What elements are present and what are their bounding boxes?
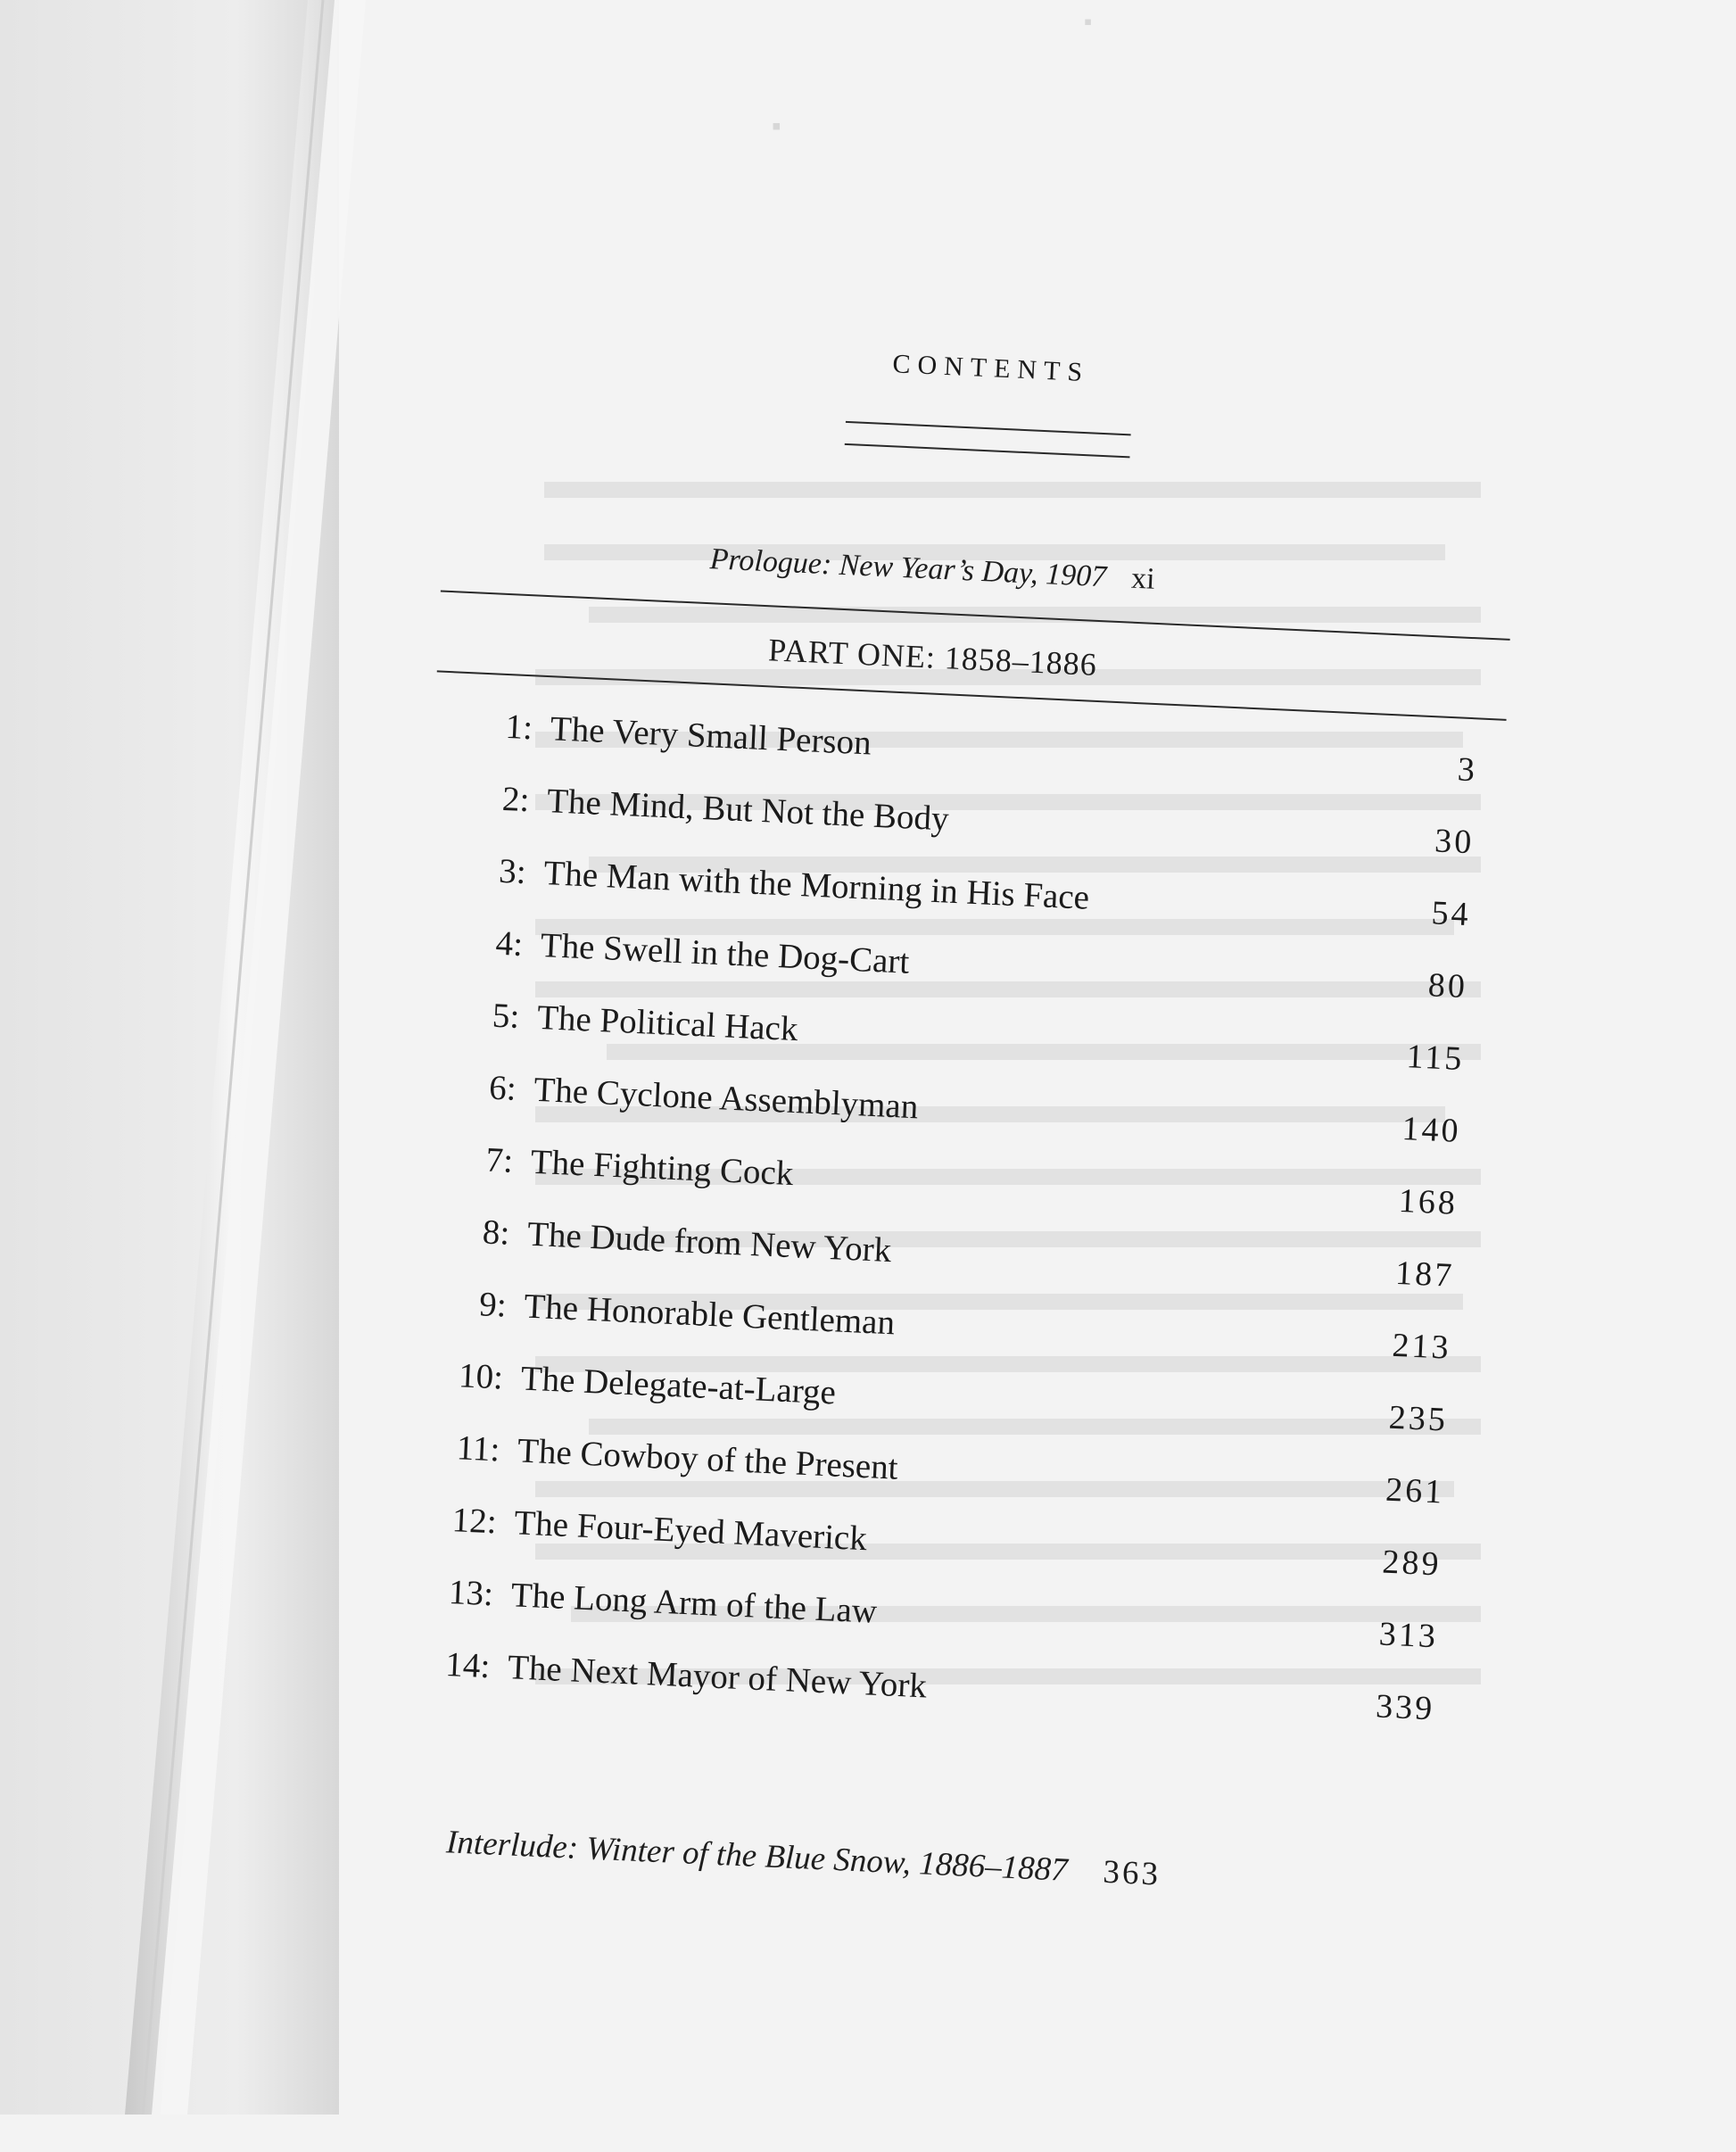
chapter-page: 289 xyxy=(1381,1543,1443,1584)
chapter-number: 1: xyxy=(504,707,533,748)
chapter-title: The Honorable Gentleman xyxy=(523,1287,896,1343)
chapter-title: The Swell in the Dog-Cart xyxy=(539,926,911,981)
chapter-title: The Dude from New York xyxy=(526,1214,893,1271)
chapter-number: 4: xyxy=(494,923,524,964)
chapter-page: 213 xyxy=(1391,1326,1452,1367)
chapter-title: The Political Hack xyxy=(536,997,799,1049)
part-rule-top xyxy=(441,590,1510,640)
prologue-page: xi xyxy=(1130,561,1156,596)
chapter-number: 11: xyxy=(455,1428,501,1469)
part-one-heading: PART ONE: 1858–1886 xyxy=(767,632,1098,683)
chapter-page: 235 xyxy=(1387,1398,1449,1439)
interlude-title: Interlude: Winter of the Blue Snow, 1886–1887 xyxy=(445,1824,1069,1889)
heading-rule-bottom xyxy=(845,443,1130,459)
interlude-entry xyxy=(445,1823,1161,1893)
chapter-page: 313 xyxy=(1377,1615,1439,1656)
chapter-number: 2: xyxy=(501,779,531,820)
chapter-page: 261 xyxy=(1385,1470,1446,1511)
chapter-page: 3 xyxy=(1457,750,1478,790)
chapter-number: 3: xyxy=(498,851,527,892)
chapter-page: 187 xyxy=(1394,1254,1456,1295)
chapter-number: 8: xyxy=(482,1213,511,1253)
chapter-page: 168 xyxy=(1398,1181,1459,1222)
contents-heading: CONTENTS xyxy=(891,349,1090,388)
heading-rule-top xyxy=(846,421,1131,436)
interlude-page: 363 xyxy=(1102,1853,1161,1893)
chapter-page: 339 xyxy=(1375,1687,1436,1728)
chapter-title: The Mind, But Not the Body xyxy=(546,782,950,839)
chapter-page: 115 xyxy=(1405,1038,1466,1079)
chapter-page: 30 xyxy=(1434,822,1476,862)
chapter-number: 7: xyxy=(484,1140,514,1180)
chapter-number: 5: xyxy=(492,996,521,1036)
chapter-title: The Very Small Person xyxy=(550,709,872,763)
chapter-title: The Delegate-at-Large xyxy=(519,1359,837,1412)
chapter-title: The Man with the Morning in His Face xyxy=(542,854,1090,917)
chapter-title: The Cowboy of the Present xyxy=(517,1431,899,1487)
chapter-title: The Next Mayor of New York xyxy=(507,1648,928,1706)
chapter-title: The Long Arm of the Law xyxy=(509,1576,878,1631)
chapter-page: 80 xyxy=(1427,966,1468,1006)
chapter-number: 6: xyxy=(488,1068,517,1108)
chapter-number: 12: xyxy=(451,1501,498,1542)
show-through-text: ▪ xyxy=(767,112,781,141)
show-through-text: ▪ xyxy=(1079,9,1093,35)
prologue-entry xyxy=(709,542,1156,597)
chapter-number: 14: xyxy=(444,1645,492,1686)
chapter-title: The Four-Eyed Maverick xyxy=(513,1503,868,1559)
chapter-title: The Cyclone Assemblyman xyxy=(533,1070,920,1127)
chapter-number: 13: xyxy=(448,1573,494,1614)
chapter-page: 140 xyxy=(1401,1110,1462,1150)
chapter-number: 10: xyxy=(458,1356,504,1397)
chapter-page: 54 xyxy=(1430,894,1472,934)
prologue-title: Prologue: New Year’s Day, 1907 xyxy=(708,542,1108,594)
chapter-number: 9: xyxy=(478,1285,508,1325)
chapter-title: The Fighting Cock xyxy=(529,1142,795,1194)
